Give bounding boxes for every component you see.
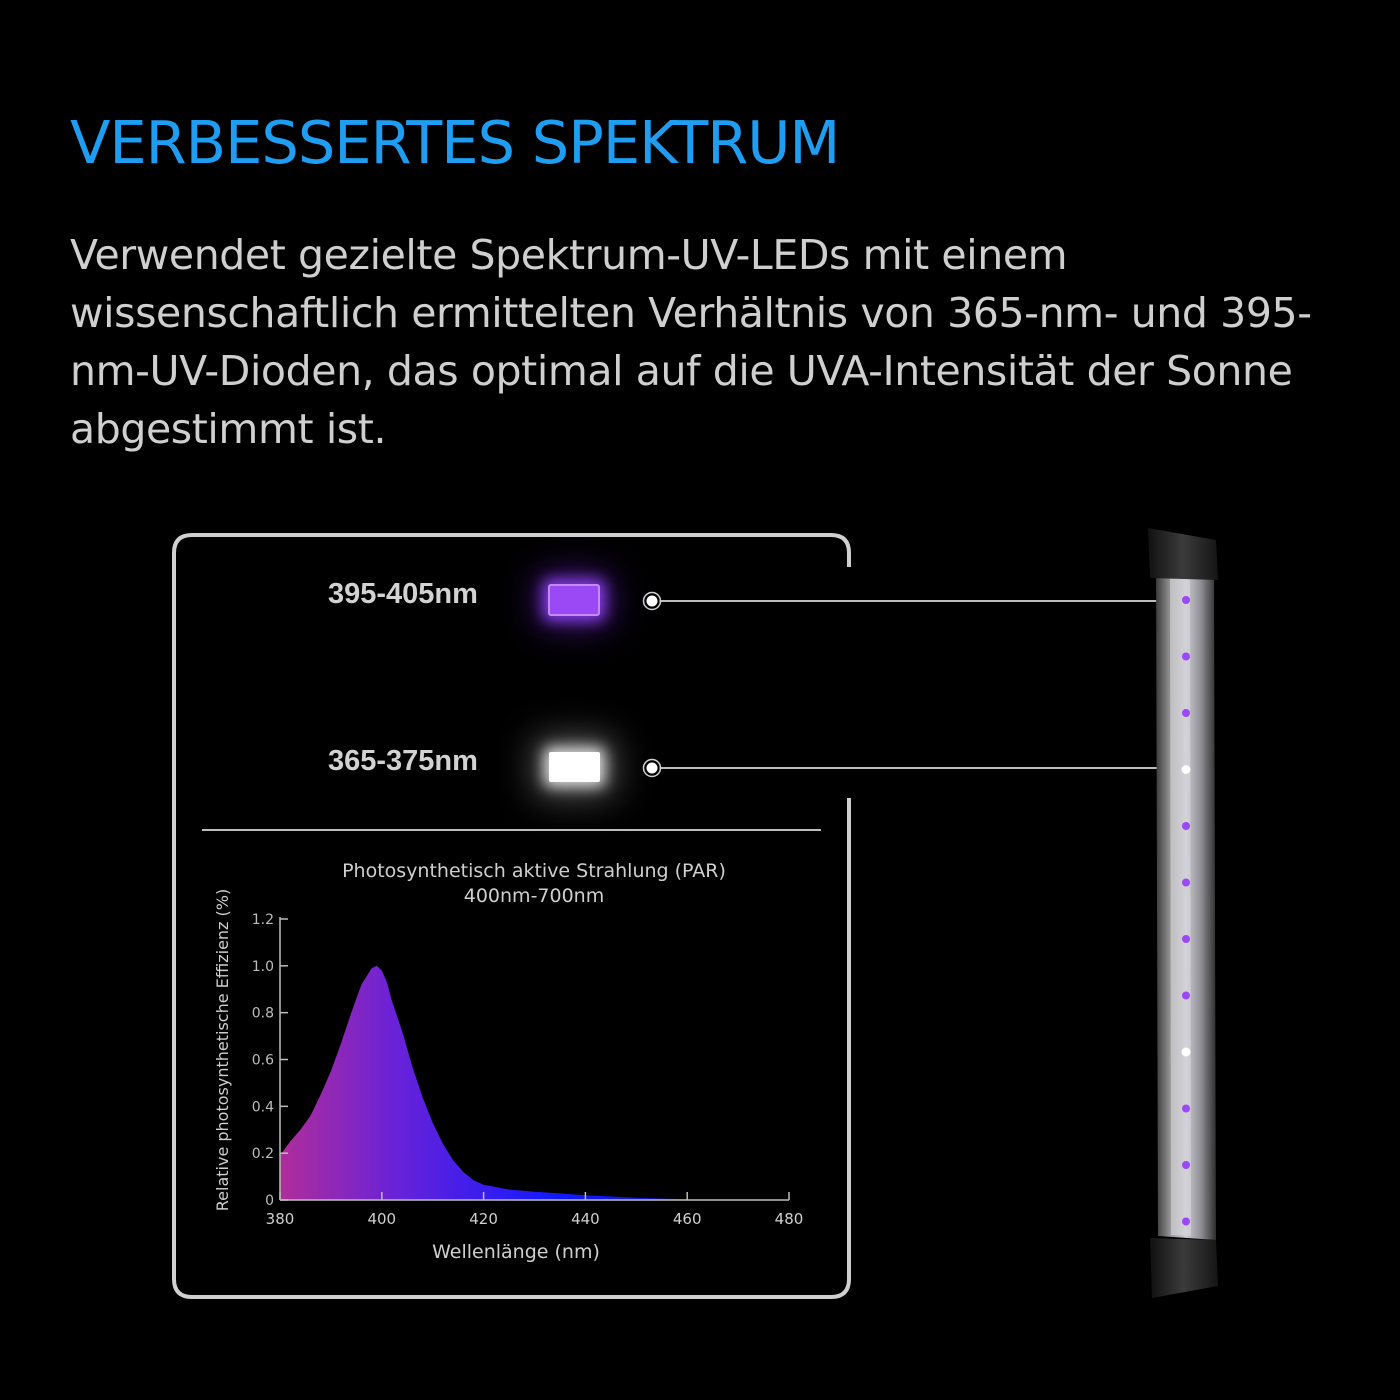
y-tick-label: 0.4 — [251, 1099, 274, 1116]
led-395 — [1182, 596, 1190, 604]
led-395 — [1182, 1161, 1190, 1169]
uv-chip-365-swatch — [549, 752, 600, 782]
led-395 — [1182, 879, 1190, 887]
x-tick-label: 440 — [571, 1210, 600, 1228]
y-tick-label: 0 — [265, 1193, 274, 1209]
diode-label-395: 395-405nm — [328, 578, 478, 610]
x-tick-label: 420 — [469, 1210, 498, 1228]
led-395 — [1182, 1218, 1190, 1226]
x-axis-label: Wellenlänge (nm) — [432, 1241, 600, 1263]
led-365 — [1182, 1048, 1191, 1057]
y-tick-label: 0.8 — [251, 1005, 274, 1022]
page-title: VERBESSERTES SPEKTRUM — [70, 108, 840, 177]
y-tick-label: 0.6 — [251, 1052, 274, 1069]
description-text: Verwendet gezielte Spektrum-UV-LEDs mit einem wissenschaftlich ermittelten Verhältnis von 365-nm- und 395-nm-UV-Dioden, das optimal auf die UVA-Intensität der Sonne abgestimmt ist. — [70, 231, 1312, 453]
led-395 — [1182, 935, 1190, 943]
spectrum-area — [280, 966, 738, 1200]
x-tick-label: 460 — [672, 1210, 702, 1228]
x-tick-label: 480 — [774, 1210, 804, 1228]
plot-area — [252, 912, 804, 1228]
y-tick-label: 1.0 — [251, 958, 274, 975]
connector-dot-365 — [646, 762, 659, 775]
diode-label-365: 365-375nm — [328, 745, 478, 777]
spectrum-chart — [200, 840, 840, 1280]
chart-subtitle: 400nm-700nm — [463, 885, 605, 907]
light-bar-bottom-cap — [1150, 1238, 1218, 1298]
chart-title: Photosynthetisch aktive Strahlung (PAR) — [342, 860, 726, 882]
x-tick-label: 400 — [367, 1210, 397, 1228]
uv-light-bar — [1130, 510, 1240, 1310]
connector-dot-395 — [646, 595, 659, 608]
y-tick-label: 1.2 — [251, 912, 274, 928]
led-395 — [1182, 709, 1190, 717]
led-365 — [1182, 765, 1191, 774]
led-395 — [1182, 653, 1190, 661]
x-tick-label: 380 — [265, 1210, 295, 1228]
led-395 — [1182, 992, 1190, 1000]
light-bar-top-cap — [1148, 528, 1218, 580]
y-axis-label: Relative photosynthetische Effizienz (%) — [213, 888, 232, 1212]
led-395 — [1182, 822, 1190, 830]
uv-chip-395-swatch — [548, 584, 600, 616]
led-395 — [1182, 1105, 1190, 1113]
y-tick-label: 0.2 — [251, 1146, 274, 1163]
